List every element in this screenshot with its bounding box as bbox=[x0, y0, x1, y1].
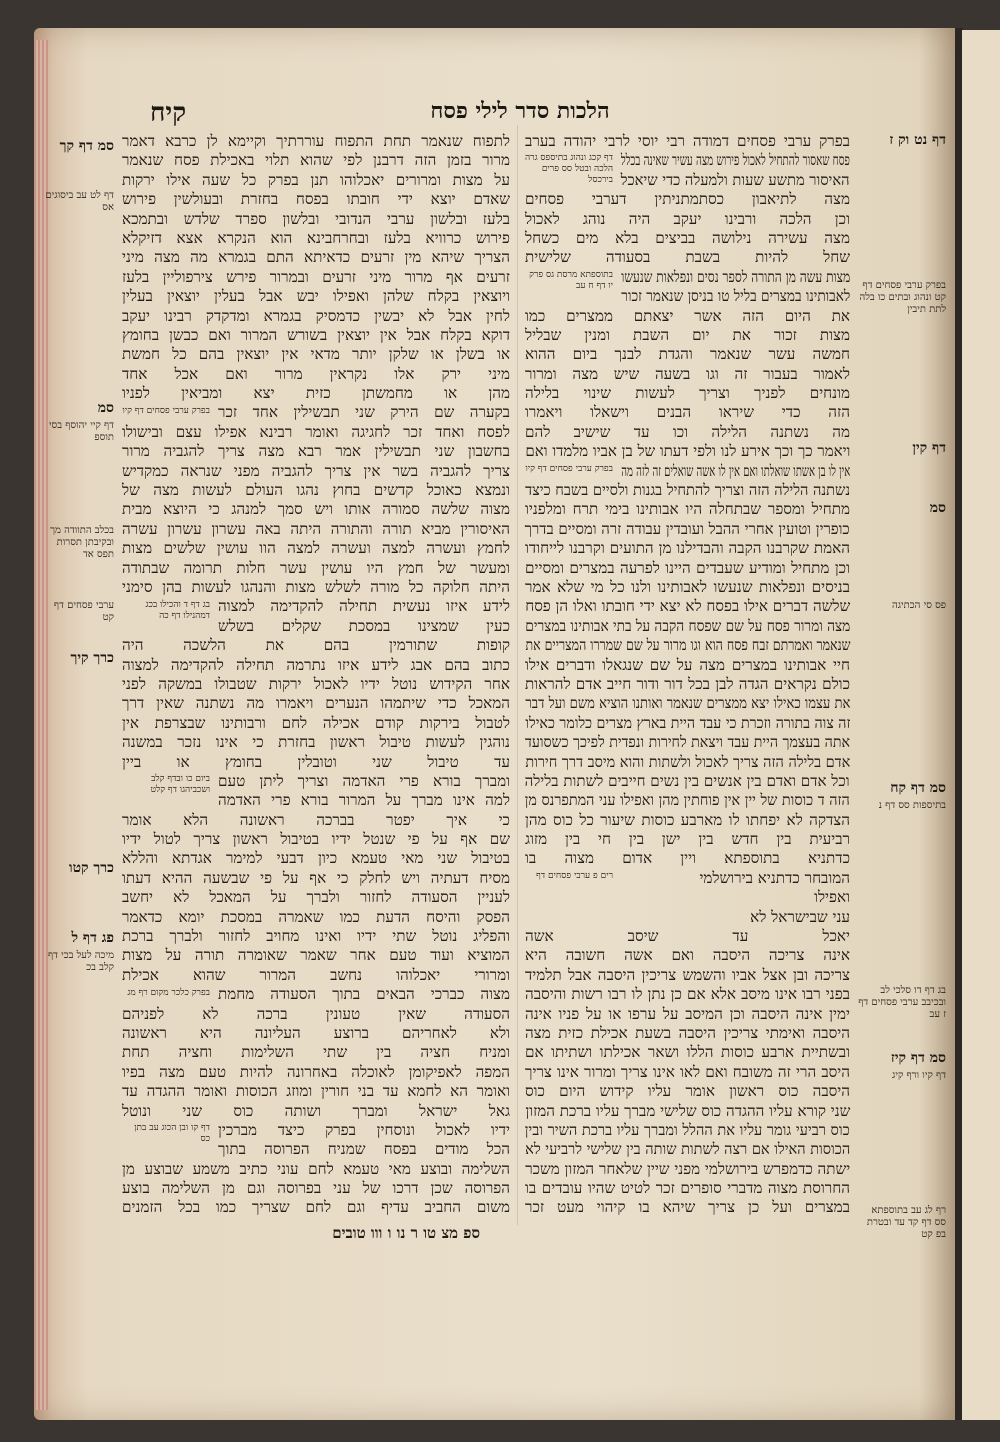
text-line: מונחים לפניך וצריך לעשות שינוי בלילה bbox=[525, 384, 850, 403]
text-line: בפרק ערבי פסחים דמודה רבי יוסי לרבי יהודה בערב bbox=[525, 132, 850, 150]
text-line: גאל ישראל ומברך ושותה כוס שני ונוטל bbox=[122, 1101, 510, 1120]
text-line: בלעז ובלשון ערבי הנדובי ובלשון ספרד שלדש ובתמכא bbox=[122, 209, 510, 228]
text-line: ומברך בורא פרי האדמה וצריך ליתן טעם bbox=[218, 771, 510, 790]
text-line: נוהגין לעשות טיבול ראשון בחזרת כי אינו נזכר במשנה bbox=[122, 733, 510, 752]
text-line: אחר הקידוש נוטל ידיו לאכול ירקות שטבולו במשקה לפני bbox=[122, 674, 510, 693]
text-line: שם אף על פי שנטל ידיו בטיבול ראשון צריך לטול ידיו bbox=[122, 830, 510, 849]
text-line: מרור בזמן הזה דרבנן לפי שהוא תלוי באכילת פסח שנאמר bbox=[122, 151, 510, 170]
text-line: שאדם יוצא ידי חובתו בפסח בחזרת ובעולשין פירוש bbox=[122, 190, 510, 209]
text-line: המוציא ועוד טעם אחר שאמר שאומרה תורה על מצות bbox=[122, 946, 510, 965]
text-line: בחשבון שני תבשילין אמר רבא מצה צריך להגביה מרור bbox=[122, 442, 510, 461]
margin-reference-mark: סמ דף קיז bbox=[890, 1050, 946, 1066]
text-line: מתחיל ומספר שבתחלה היו אבותינו בימי תרח ומלפניו bbox=[525, 500, 850, 519]
column-divider bbox=[517, 125, 518, 1225]
facing-page bbox=[962, 30, 1000, 1420]
text-line: הפסק והיסח הדעת כמו שאמרה במסכת יומא כדאמר bbox=[122, 907, 510, 926]
text-line: ימין אינה היסבה וכן המיסב על ערפו או על פניו אינה bbox=[525, 1004, 850, 1023]
text-line: בקערה שם הירק שני תבשילין אחד זכר bbox=[218, 403, 510, 422]
text-line: קופות שתורמין בהם את הלשכה היה bbox=[122, 636, 510, 655]
text-line: מסיח דעתיה ויש לחלק כי אף על פי שבשעה ההיא דעתו bbox=[122, 868, 510, 887]
margin-reference-mark: כרך קטו bbox=[68, 860, 114, 876]
text-line: עני שבישראל לא bbox=[750, 907, 850, 926]
margin-note: מיכה לעל בכי דף קלב בכ bbox=[47, 950, 114, 973]
text-line: או בשלן או שלקן יותר מדאי אין יוצאין בהם כל חמשת bbox=[122, 345, 510, 364]
text-line: לפסח ואחד זכר לחגיגה ואומר רבינא אפילו עצם ובישולו bbox=[122, 422, 510, 441]
text-line: וכן הלכה ורבינו יעקב היה נוהג לאכול bbox=[525, 209, 850, 228]
text-line: הצריך שיהא מין זרעים כדאיתא התם בגמרא מה מצה מיני bbox=[122, 248, 510, 267]
text-line: כדתניא בתוספתא ויין אדום מצוה בו bbox=[525, 849, 850, 868]
inline-source-note: דף קכג ונהוג בתיספס גרה הלכה ובטל סס פרים בירכסל bbox=[524, 153, 613, 186]
text-line: אתה בעצמך היית עבד ויצאת לחירות ונפדית לפיכך כשסועד bbox=[525, 733, 850, 752]
text-line: לחמץ ועשרה למצה ועשרה למצה הוו עושין שלשים מצות bbox=[122, 539, 510, 558]
text-line: בפני רבו אינו מיסב אלא אם כן נתן לו רבו רשות והיסבה bbox=[525, 985, 850, 1004]
text-line: היסבה ואימתי צריכין היסבה בשעת אכילת כזית מצה bbox=[525, 1023, 850, 1042]
text-line: את היום הזה אשר יצאתם ממצרים כמו bbox=[525, 306, 850, 325]
text-line: כי איך יפטר בברכה ראשונה הלא אומר bbox=[122, 810, 510, 829]
text-line: שנאמר ואמרתם זבח פסח הוא וגו מרור על שם שמררו המצריים את bbox=[525, 636, 850, 655]
text-line: עד טיבול שני וטובלין בחומץ או ביין bbox=[122, 752, 510, 771]
text-line: חיי אבותינו במצרים מצה על שם שנגאלו ודברים אילו bbox=[525, 655, 850, 674]
text-line: היתה חלוקה כל מורה לשלש מצות והנהגו לעשות בהן סימני bbox=[122, 577, 510, 596]
margin-note: בכלב התוודה מך ובקיבתן תסרות תפס אד bbox=[50, 525, 114, 560]
text-line: האיסורין מביא תורה והתורה היתה באה עשרון עשרון עשרה bbox=[122, 519, 510, 538]
margin-note: ערבי פסחים דף קט bbox=[53, 600, 114, 623]
text-line: אדם בלילה הזה צריך לאכול ולשתות והוא מיסב דרך חירות bbox=[525, 752, 850, 771]
text-line: היסב הרי זה משובח ואם לאו אינו צריך ומרור אינו צריך bbox=[525, 1062, 850, 1081]
text-line: המאכל כדי שיתמהו הנערים ויאמרו מה נשתנה שאין דרך bbox=[122, 694, 510, 713]
text-line: מצה ומרור פסח על שם שפסח הקבה על בתי אבותינו במצרים bbox=[525, 616, 850, 635]
text-line: ואומר הא לחמא עד בני חורין ומוזג הכוסות ואומר ההגדה עד bbox=[122, 1082, 510, 1101]
text-line: צריכה ובן אצל אביו והשמש צריכין היסבה אבל תלמיד bbox=[525, 965, 850, 984]
text-line: רביעית בין חדש בין ישן בין חי בין מזוג bbox=[525, 830, 850, 849]
text-line: שני קורא עליו ההגדה כוס שלישי מברך עליו ברכת המזון bbox=[525, 1101, 850, 1120]
text-line: מצות זכור את יום השבת ומנין שבליל bbox=[525, 325, 850, 344]
text-line: הסעודה שאין טעונין ברכה לא לפניהם bbox=[122, 1004, 510, 1023]
margin-note: דף קיו ורף קיג bbox=[892, 1070, 946, 1081]
margin-note: פס סי הכתיגה bbox=[891, 600, 946, 611]
text-line: השלימה ובוצע מאי טעמא לחם עוני כתיב משמע שבוצע מן bbox=[122, 1159, 510, 1178]
text-line: מצה עשירה נילושה בביצים בלא מים כשחל bbox=[525, 228, 850, 247]
text-line: וכן מתחיל ומודיע שעבדים היינו לפרעה במצרים ומסיים bbox=[525, 558, 850, 577]
margin-reference-mark: סמ דף קך bbox=[59, 138, 114, 154]
text-line: ויוצאין בקלח שלהן ואפילו יבש אבל בעלין יוצאין בעלין bbox=[122, 287, 510, 306]
margin-reference-mark: סמ bbox=[97, 400, 114, 416]
text-line: פירוש כרוויא בלעז ובחרחבינא הוא הנקרא אצא דזיקלא bbox=[122, 228, 510, 247]
margin-reference-mark: סמ bbox=[929, 500, 946, 516]
margin-note: דף קיי יהוסף בסי תוספ bbox=[48, 420, 114, 443]
text-line: ובשתיית ארבע כוסות הללו ושאר אכילתו ושתיתו אם bbox=[525, 1043, 850, 1062]
text-line: במצרים ועל כן צריך שיהא בו קיהוי מעט זכר bbox=[525, 1198, 850, 1217]
inline-source-note: רים פ ערבי פסחים דף bbox=[536, 871, 613, 882]
text-line: המובחר כדתניא בירושלמי bbox=[699, 868, 850, 887]
text-column-left bbox=[122, 132, 510, 1217]
margin-reference-mark: פג דף ל bbox=[71, 930, 114, 946]
text-line: זרעים אף מרור מיני זרעים ובמרור פירש צירפוליין בלעז bbox=[122, 267, 510, 286]
text-line: ומרורי יאכלוהו נחשב המרור שהוא אכילת bbox=[122, 965, 510, 984]
text-line: הכוסות האילו אם רצה לשתות שותה בין שלישי לרביעי לא bbox=[525, 1140, 850, 1159]
inline-source-note: בתוספתא מרסת גס פרק יו דף ח עב bbox=[529, 269, 613, 291]
inline-source-note: ביום כו ובדף קלב ושכביהגו דף קלט bbox=[150, 774, 210, 796]
text-line: הפרוסה שכן דרכו של עני בפרוסה וגם מן השלימה בוצע bbox=[122, 1179, 510, 1198]
text-line: החרוסת מצוה מדברי סופרים זכר לטיט שהיו עובדים בו bbox=[525, 1179, 850, 1198]
text-line: היסבה כוס ראשון אומר עליו קידוש היום כוס bbox=[525, 1082, 850, 1101]
text-line: מיני ירק אלו נקראין מרור ואם אכל אחד bbox=[122, 364, 510, 383]
text-column-right bbox=[525, 132, 850, 1222]
text-line: הזה כדי שיראו הבנים וישאלו ויאמרו bbox=[525, 403, 850, 422]
inline-source-note: דף קו ובן הכוג עב בתן כס bbox=[134, 1123, 210, 1145]
text-line: אין לו בן אשתו שואלתו ואם אין לו אשה שואלים זה לזה מה bbox=[621, 461, 850, 480]
text-line: מצות עשה מן התורה לספר נסים ונפלאות שנעשו bbox=[621, 267, 850, 286]
inline-source-note: בפרק ערבי פסחים דף קיו bbox=[525, 463, 613, 474]
text-line: צריך להגביה בשר אין צריך להגביה מפני שנראה כמקדיש bbox=[122, 461, 510, 480]
text-line: ויאמר כך וכך אירע לנו ולפי דעתו של בן אביו מלמדו ואם bbox=[525, 442, 850, 461]
text-line: הצדקה לא יפחתו לו מארבע כוסות שיעור כל כוס מהן bbox=[525, 810, 850, 829]
margin-note: בג דף דו סלכי לב ובכיבב ערבי פסחים דף ז עב bbox=[858, 985, 946, 1020]
text-line: ומעשר של חמץ היו עושין עשר חלות תרומה שבתודה bbox=[122, 558, 510, 577]
text-line: המפה לאפיקומן לאוכלה באחרונה להיות טעם מצה בפיו bbox=[122, 1062, 510, 1081]
margin-note: רף לג עב בתוספתא סס דף קד עד ובטרת בפ קט bbox=[866, 1205, 946, 1240]
text-line: ישתה כדמפרש בירושלמי מפני שיין שלאחר המזון משכר bbox=[525, 1159, 850, 1178]
text-line: אינה צריכה היסבה ואם אשה חשובה היא bbox=[525, 946, 850, 965]
text-line: משום החביב עדיף וגם לחם שצריך כמו בכל הזמנים bbox=[122, 1198, 510, 1217]
folio-number: קיח bbox=[150, 98, 187, 128]
text-line: שחל להיות בשבת בסעודה שלישית bbox=[525, 248, 850, 267]
text-line: מצוה שלשה סמורה אותו ויש סמך למנהג כי היוצא מבית bbox=[122, 500, 510, 519]
catchword-line: ספ מצ טו ר נו ו ווו טובים bbox=[332, 1224, 480, 1242]
text-line: והפליג נוטל שתי ידיו ואינו מחויב לחזור ולברך ברכת bbox=[122, 927, 510, 946]
text-line: לידע איזו נעשית תחילה להקדימה למצוה bbox=[218, 597, 510, 616]
inline-source-note: בפרק כלכר מקום רף מג bbox=[127, 987, 210, 998]
text-line: וכל אדם ואדם בין אנשים בין נשים חייבים לשתות בלילה bbox=[525, 771, 850, 790]
text-line: על מצות ומרורים יאכלוהו תנן בפרק כל שעה אילו ירקות bbox=[122, 170, 510, 189]
inline-source-note: בג דף ד והכילו בכג דמהנילו דף כה bbox=[145, 599, 210, 621]
margin-reference-mark: כרך קיך bbox=[70, 650, 114, 666]
text-line: בניסים ונפלאות שנעשו לאבותינו ולנו כל מי שלא אמר bbox=[525, 577, 850, 596]
text-line: כוס רביעי גומר עליו את ההלל ומברך עליו ברכת השיר ובין bbox=[525, 1120, 850, 1139]
text-line: מה נשתנה הלילה וכו עד שישיב להם bbox=[525, 422, 850, 441]
inline-source-note: בפרק ערבי פסחים דף קיו bbox=[122, 405, 210, 416]
text-line: לאמור בעבור זה וגו בשעה שיש מצה ומרור bbox=[525, 364, 850, 383]
text-line: את עצמו כאילו יצא ממצרים שנאמר ואותנו הוציא משם ועל דבר bbox=[525, 694, 850, 713]
text-line: ומניח חציה בין שתי השלימות וחציה תחת bbox=[122, 1043, 510, 1062]
text-line: כופרין וטועין אחרי ההבל ועובדין עבודה זרה ומסיים בדרך bbox=[525, 519, 850, 538]
text-line: חמשה עשר שנאמר והגדת לבנך ביום ההוא bbox=[525, 345, 850, 364]
margin-note: בתיספות סס דף נ bbox=[878, 800, 946, 811]
margin-note: דף לט עב ביסוגים אס bbox=[45, 190, 114, 213]
text-line: מהן או מחמשתן כזית יצא ומביאין לפניו bbox=[122, 384, 510, 403]
margin-note: בפרק ערבי פסחים דף קט ונהוג ובתים כו בלה לתת תיבין bbox=[859, 280, 946, 315]
text-line: פסח שאסור להתחיל לאכול פירוש מצה עשיר שאינה בכלל bbox=[621, 151, 850, 170]
text-line: דוקא בקלח אבל אין יוצאין בשורש המרור ואם כבשן בחומץ bbox=[122, 325, 510, 344]
text-line: ואפילו bbox=[814, 888, 850, 907]
text-line: ונמצא כאוכל קדשים בחוץ נהגו העולם לעשות מצה של bbox=[122, 481, 510, 500]
text-line: הכל מודים בפסח שמניח הפרוסה בתוך bbox=[218, 1140, 510, 1159]
text-line: בטיבול שני מאי טעמא כיון דבעי למימר אגדתא והללא bbox=[122, 849, 510, 868]
text-line: כעין שמצינו במסכת שקלים בשלש bbox=[218, 616, 510, 635]
text-line: כתוב בהם אבג לידע איזו נתרמה תחילה להקדימה למצוה bbox=[122, 655, 510, 674]
text-line: לאבותינו במצרים בליל טו בניסן שנאמר זכור bbox=[621, 287, 850, 306]
text-line: הזה ד כוסות של יין אין פוחתין מהן ואפילו עני המתפרנס מן bbox=[525, 791, 850, 810]
text-line: ידיו לאכול ונוסחין בפרק כיצד מברכין bbox=[218, 1120, 510, 1139]
text-line: מצוה כברכי הבאים בתוך הסעודה מחמת bbox=[218, 985, 510, 1004]
text-line: זה צוה בתורה וזכרת כי עבד היית בארץ מצרים כלומר כאילו bbox=[525, 713, 850, 732]
text-line: לתפוח שנאמר תחת התפוח עוררתיך וקיימא לן כרבא דאמר bbox=[122, 132, 510, 150]
page-edges bbox=[34, 40, 48, 1410]
text-line: לעניין הסעודה לחזור ולברך על המאכל לא יחשב bbox=[122, 888, 510, 907]
margin-reference-mark: דף נט וק ז bbox=[889, 132, 946, 148]
text-line: לטבול בירקות קודם אכילה לחם ורבותינו שבצרפת אין bbox=[122, 713, 510, 732]
text-line: ולא לאחריהם ברוצע העליונה היא ראשונה bbox=[122, 1023, 510, 1042]
text-line: נשתנה הלילה הזה וצריך להתחיל בגנות ולסיים בשבח כיצד bbox=[525, 481, 850, 500]
margin-reference-mark: דף קין bbox=[912, 440, 946, 456]
text-line: מצה לתיאבון כסתמתניתין דערבי פסחים bbox=[525, 190, 850, 209]
text-line: יאכל עד שיסב אשה bbox=[525, 927, 850, 946]
text-line: לחין אבל לא יבשין כדמסיק בגמרא ומדקדק רבינו יעקב bbox=[122, 306, 510, 325]
text-line: כולם נקראים הגדה לבן בכל דור ודור חייב אדם להראות bbox=[525, 674, 850, 693]
running-title: הלכות סדר לילי פסח bbox=[430, 98, 610, 124]
text-line: האמת שקרבנו הקבה והבדילנו מן התועים וקרבנו לייחודו bbox=[525, 539, 850, 558]
margin-reference-mark: סמ דף קח bbox=[890, 780, 946, 796]
text-line: שלשה דברים אילו בפסח לא יצא ידי חובתו ואלו הן פסח bbox=[525, 597, 850, 616]
text-line: האיסור מתשע שעות ולמעלה כדי שיאכל bbox=[621, 170, 850, 189]
text-line: למה אינו מברך על המרור בורא פרי האדמה bbox=[218, 791, 510, 810]
